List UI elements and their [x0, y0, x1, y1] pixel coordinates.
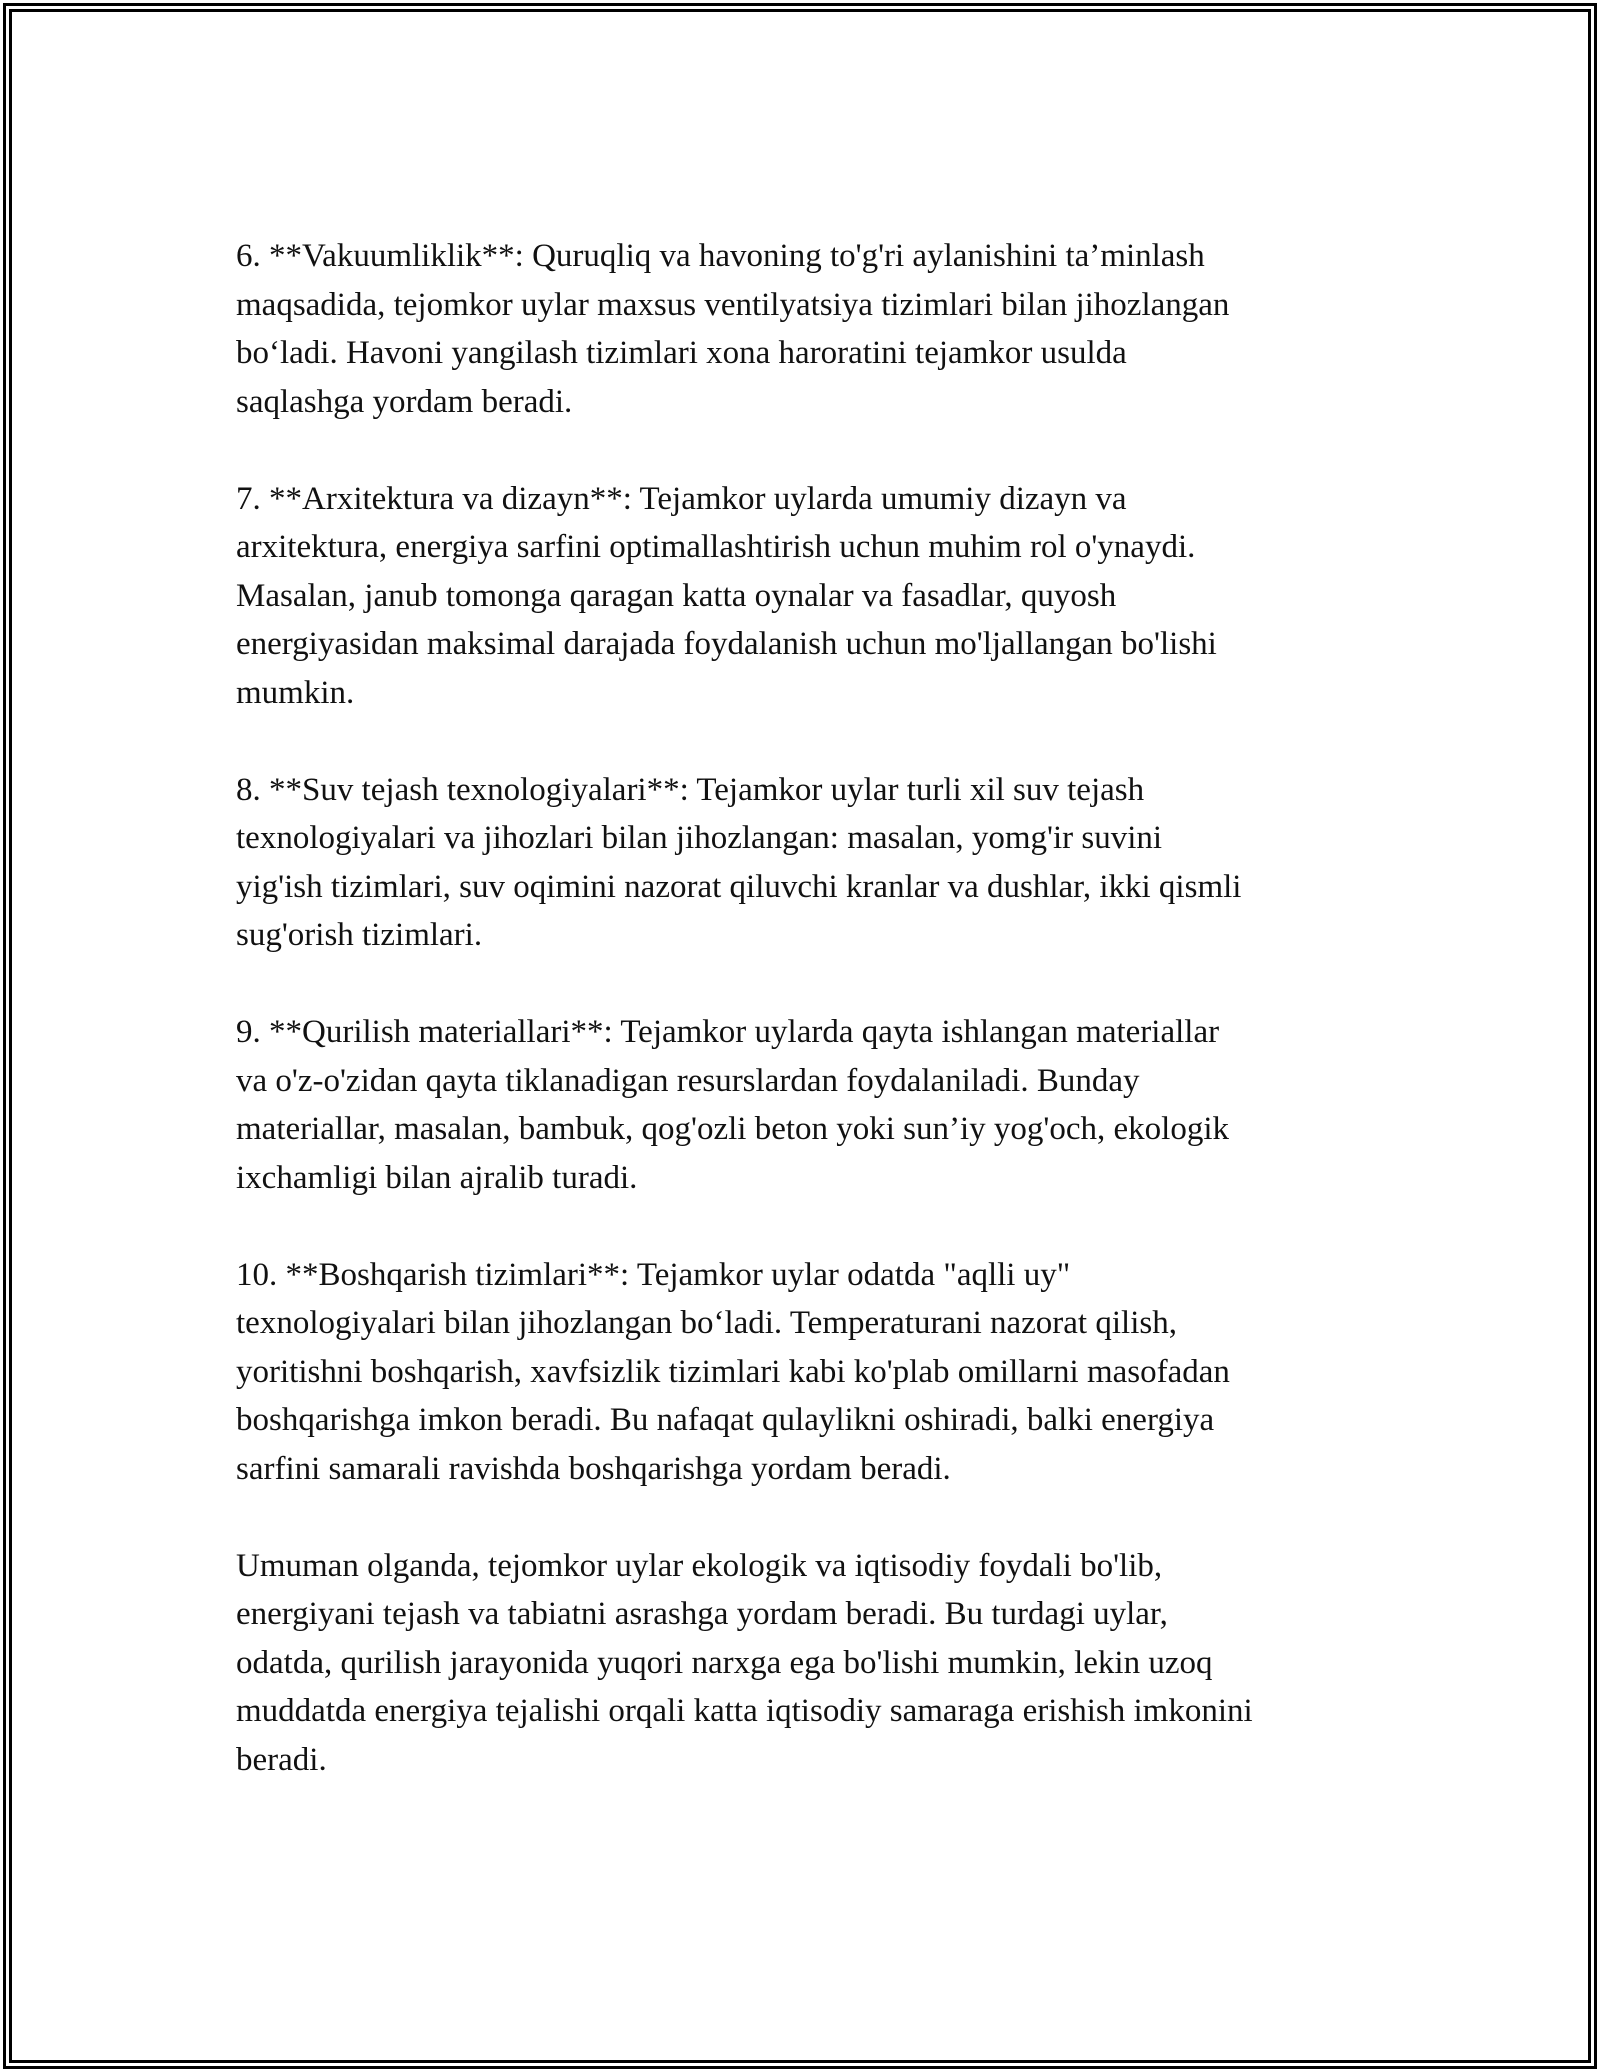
text-line: Masalan, janub tomonga qaragan katta oynalar va fasadlar, quyosh [236, 577, 1117, 614]
text-line: yig'ish tizimlari, suv oqimini nazorat qiluvchi kranlar va dushlar, ikki qismli [236, 868, 1242, 905]
text-line: texnologiyalari bilan jihozlangan bo‘ladi. Temperaturani nazorat qilish, [236, 1305, 1177, 1341]
text-line: 7. **Arxitektura va dizayn**: Tejamkor uylarda umumiy dizayn va [236, 480, 1127, 517]
text-line: boshqarishga imkon beradi. Bu nafaqat qulaylikni oshiradi, balki energiya [236, 1402, 1215, 1438]
text-line: 8. **Suv tejash texnologiyalari**: Tejamkor uylar turli xil suv tejash [236, 771, 1145, 808]
paragraph-water-saving [236, 766, 1396, 960]
paragraph-control-systems [236, 1251, 1396, 1494]
paragraph-ventilation [236, 232, 1396, 426]
text-line: sarfini samarali ravishda boshqarishga yordam beradi. [236, 1450, 951, 1487]
text-line: yoritishni boshqarish, xavfsizlik tizimlari kabi ko'plab omillarni masofadan [236, 1353, 1230, 1390]
text-line: mumkin. [236, 674, 355, 711]
text-line: odatda, qurilish jarayonida yuqori narxga ega bo'lishi mumkin, lekin uzoq [236, 1644, 1213, 1681]
text-line: 6. **Vakuumliklik**: Quruqliq va havoning to'g'ri aylanishini ta’minlash [236, 238, 1205, 274]
text-line: energiyani tejash va tabiatni asrashga yordam beradi. Bu turdagi uylar, [236, 1596, 1168, 1632]
text-line: maqsadida, tejomkor uylar maxsus ventilyatsiya tizimlari bilan jihozlangan [236, 286, 1230, 323]
text-line: sug'orish tizimlari. [236, 917, 483, 953]
text-line: materiallar, masalan, bambuk, qog'ozli beton yoki sun’iy yog'och, ekologik [236, 1111, 1230, 1147]
text-line: 9. **Qurilish materiallari**: Tejamkor uylarda qayta ishlangan materiallar [236, 1014, 1220, 1050]
paragraph-architecture [236, 475, 1396, 718]
paragraph-materials [236, 1008, 1396, 1202]
text-line: beradi. [236, 1741, 327, 1778]
text-line: va o'z-o'zidan qayta tiklanadigan resurslardan foydalaniladi. Bunday [236, 1062, 1140, 1099]
text-line: arxitektura, energiya sarfini optimallashtirish uchun muhim rol o'ynaydi. [236, 529, 1196, 565]
text-line: ixchamligi bilan ajralib turadi. [236, 1159, 638, 1196]
text-line: muddatda energiya tejalishi orqali katta iqtisodiy samaraga erishish imkonini [236, 1693, 1253, 1729]
text-line: energiyasidan maksimal darajada foydalanish uchun mo'ljallangan bo'lishi [236, 626, 1217, 662]
paragraph-conclusion [236, 1542, 1396, 1785]
document-body [236, 232, 1396, 1833]
text-line: Umuman olganda, tejomkor uylar ekologik va iqtisodiy foydali bo'lib, [236, 1547, 1163, 1584]
text-line: texnologiyalari va jihozlari bilan jihozlangan: masalan, yomg'ir suvini [236, 820, 1163, 856]
text-line: saqlashga yordam beradi. [236, 383, 573, 420]
text-line: bo‘ladi. Havoni yangilash tizimlari xona haroratini tejamkor usulda [236, 335, 1127, 371]
text-line: 10. **Boshqarish tizimlari**: Tejamkor uylar odatda "aqlli uy" [236, 1256, 1071, 1293]
